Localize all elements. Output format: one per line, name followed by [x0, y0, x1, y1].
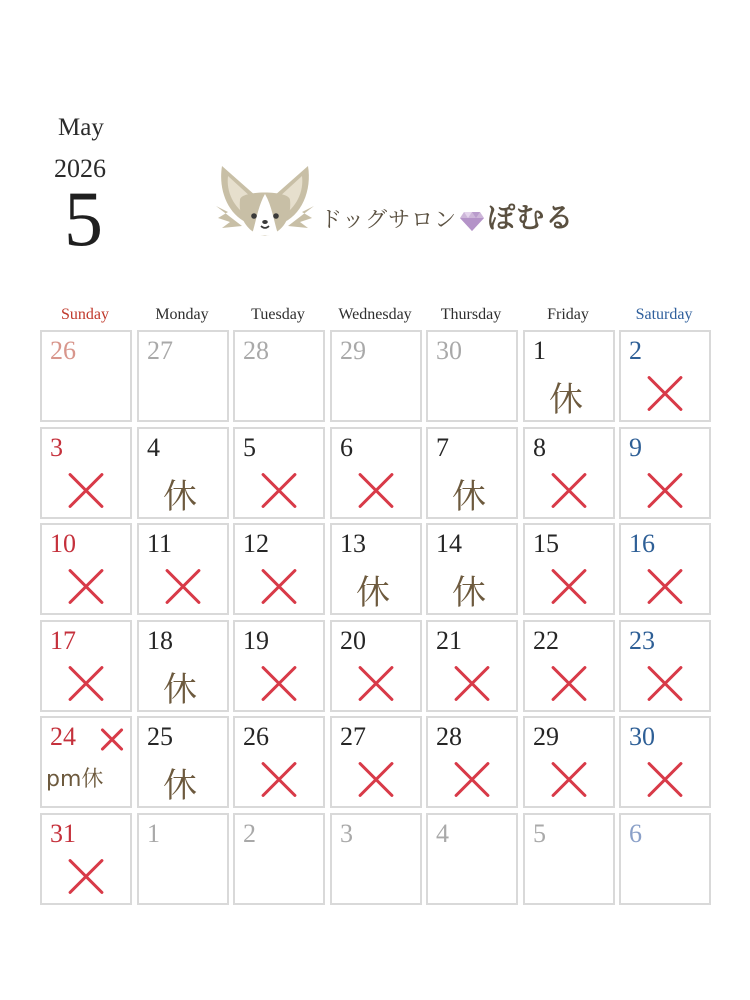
salon-brand-name: ぽむる [487, 201, 575, 234]
pm-holiday-note: pm休 [46, 767, 104, 792]
closed-x-icon [549, 760, 589, 800]
day-number: 29 [533, 722, 559, 751]
calendar-day-cell [619, 620, 711, 712]
diamond-icon [459, 210, 485, 232]
calendar-day-cell [619, 716, 711, 808]
day-number: 3 [50, 433, 63, 462]
day-number: 1 [533, 336, 546, 365]
closed-x-icon [645, 374, 685, 414]
closed-x-icon [66, 567, 106, 607]
closed-x-icon [645, 567, 685, 607]
day-number: 5 [243, 433, 256, 462]
day-number: 11 [147, 529, 173, 558]
weekday-monday: Monday [155, 306, 209, 323]
calendar-day-cell [619, 330, 711, 422]
day-number: 26 [243, 722, 269, 751]
day-number: 28 [436, 722, 462, 751]
day-number: 24 [50, 722, 76, 751]
day-number: 7 [436, 433, 449, 462]
month-number: 5 [64, 175, 103, 262]
day-number: 6 [629, 819, 642, 848]
calendar-day-cell [137, 813, 229, 905]
day-number: 30 [629, 722, 655, 751]
calendar-day-cell [330, 716, 422, 808]
holiday-mark: 休 [163, 766, 197, 806]
calendar-day-cell [137, 330, 229, 422]
calendar-day-cell [233, 330, 325, 422]
year: 2026 [54, 154, 106, 183]
day-number: 27 [147, 336, 173, 365]
day-number: 30 [436, 336, 462, 365]
holiday-mark: 休 [163, 477, 197, 517]
day-number: 4 [147, 433, 160, 462]
calendar-day-cell [523, 716, 615, 808]
day-number: 28 [243, 336, 269, 365]
day-number: 27 [340, 722, 366, 751]
weekday-header [40, 306, 712, 330]
calendar-day-cell [426, 716, 518, 808]
day-number: 13 [340, 529, 366, 558]
holiday-mark: 休 [356, 573, 390, 613]
weekday-saturday: Saturday [635, 306, 693, 323]
day-number: 15 [533, 529, 559, 558]
calendar-day-cell [619, 523, 711, 615]
calendar-day-cell [137, 620, 229, 712]
closed-x-icon [452, 664, 492, 704]
holiday-mark: 休 [549, 380, 583, 420]
day-number: 6 [340, 433, 353, 462]
calendar-day-cell [40, 716, 132, 808]
calendar-day-cell [523, 330, 615, 422]
calendar-day-cell [330, 330, 422, 422]
calendar-day-cell [426, 813, 518, 905]
closed-x-icon [645, 760, 685, 800]
calendar-day-cell [523, 427, 615, 519]
holiday-mark: 休 [163, 670, 197, 710]
day-number: 23 [629, 626, 655, 655]
day-number: 17 [50, 626, 76, 655]
calendar-day-cell [330, 620, 422, 712]
day-number: 2 [243, 819, 256, 848]
closed-x-icon [356, 760, 396, 800]
closed-x-icon [645, 664, 685, 704]
closed-x-icon [259, 567, 299, 607]
closed-x-icon [549, 471, 589, 511]
calendar-day-cell [426, 620, 518, 712]
calendar-day-cell [426, 427, 518, 519]
holiday-mark: 休 [452, 477, 486, 517]
closed-x-icon [100, 728, 122, 750]
closed-x-icon [356, 471, 396, 511]
weekday-thursday: Thursday [440, 306, 502, 323]
calendar-day-cell [523, 620, 615, 712]
closed-x-icon [66, 471, 106, 511]
closed-x-icon [163, 567, 203, 607]
day-number: 2 [629, 336, 642, 365]
closed-x-icon [259, 664, 299, 704]
calendar-day-cell [330, 813, 422, 905]
day-number: 26 [50, 336, 76, 365]
day-number: 22 [533, 626, 559, 655]
calendar-day-cell [40, 523, 132, 615]
weekday-friday: Friday [547, 306, 589, 323]
day-number: 8 [533, 433, 546, 462]
calendar-day-cell [137, 716, 229, 808]
calendar-day-cell [619, 427, 711, 519]
closed-x-icon [645, 471, 685, 511]
salon-title [320, 196, 574, 236]
closed-x-icon [66, 664, 106, 704]
closed-x-icon [356, 664, 396, 704]
calendar-day-cell [426, 523, 518, 615]
month-name: May [58, 114, 104, 141]
calendar-day-cell [233, 716, 325, 808]
day-number: 10 [50, 529, 76, 558]
day-number: 29 [340, 336, 366, 365]
calendar-day-cell [330, 523, 422, 615]
calendar-day-cell [233, 427, 325, 519]
day-number: 20 [340, 626, 366, 655]
day-number: 3 [340, 819, 353, 848]
closed-x-icon [452, 760, 492, 800]
day-number: 12 [243, 529, 269, 558]
calendar-grid [40, 330, 712, 906]
calendar-day-cell [330, 427, 422, 519]
calendar-day-cell [233, 523, 325, 615]
closed-x-icon [66, 857, 106, 897]
day-number: 9 [629, 433, 642, 462]
weekday-sunday: Sunday [61, 306, 109, 323]
day-number: 25 [147, 722, 173, 751]
calendar-day-cell [137, 427, 229, 519]
weekday-tuesday: Tuesday [251, 306, 305, 323]
calendar-day-cell [523, 523, 615, 615]
calendar-day-cell [426, 330, 518, 422]
calendar-day-cell [40, 330, 132, 422]
calendar-day-cell [523, 813, 615, 905]
day-number: 31 [50, 819, 76, 848]
day-number: 21 [436, 626, 462, 655]
calendar-day-cell [40, 620, 132, 712]
salon-name-katakana: ドッグサロン [320, 208, 458, 233]
day-number: 14 [436, 529, 462, 558]
weekday-wednesday: Wednesday [338, 306, 412, 323]
day-number: 18 [147, 626, 173, 655]
closed-x-icon [259, 760, 299, 800]
calendar-day-cell [137, 523, 229, 615]
calendar-day-cell [40, 813, 132, 905]
day-number: 1 [147, 819, 160, 848]
closed-x-icon [259, 471, 299, 511]
calendar-day-cell [40, 427, 132, 519]
day-number: 4 [436, 819, 449, 848]
day-number: 5 [533, 819, 546, 848]
day-number: 16 [629, 529, 655, 558]
calendar-day-cell [233, 620, 325, 712]
closed-x-icon [549, 664, 589, 704]
dog-logo-icon [212, 160, 318, 244]
calendar-day-cell [619, 813, 711, 905]
holiday-mark: 休 [452, 573, 486, 613]
day-number: 19 [243, 626, 269, 655]
calendar-day-cell [233, 813, 325, 905]
closed-x-icon [549, 567, 589, 607]
